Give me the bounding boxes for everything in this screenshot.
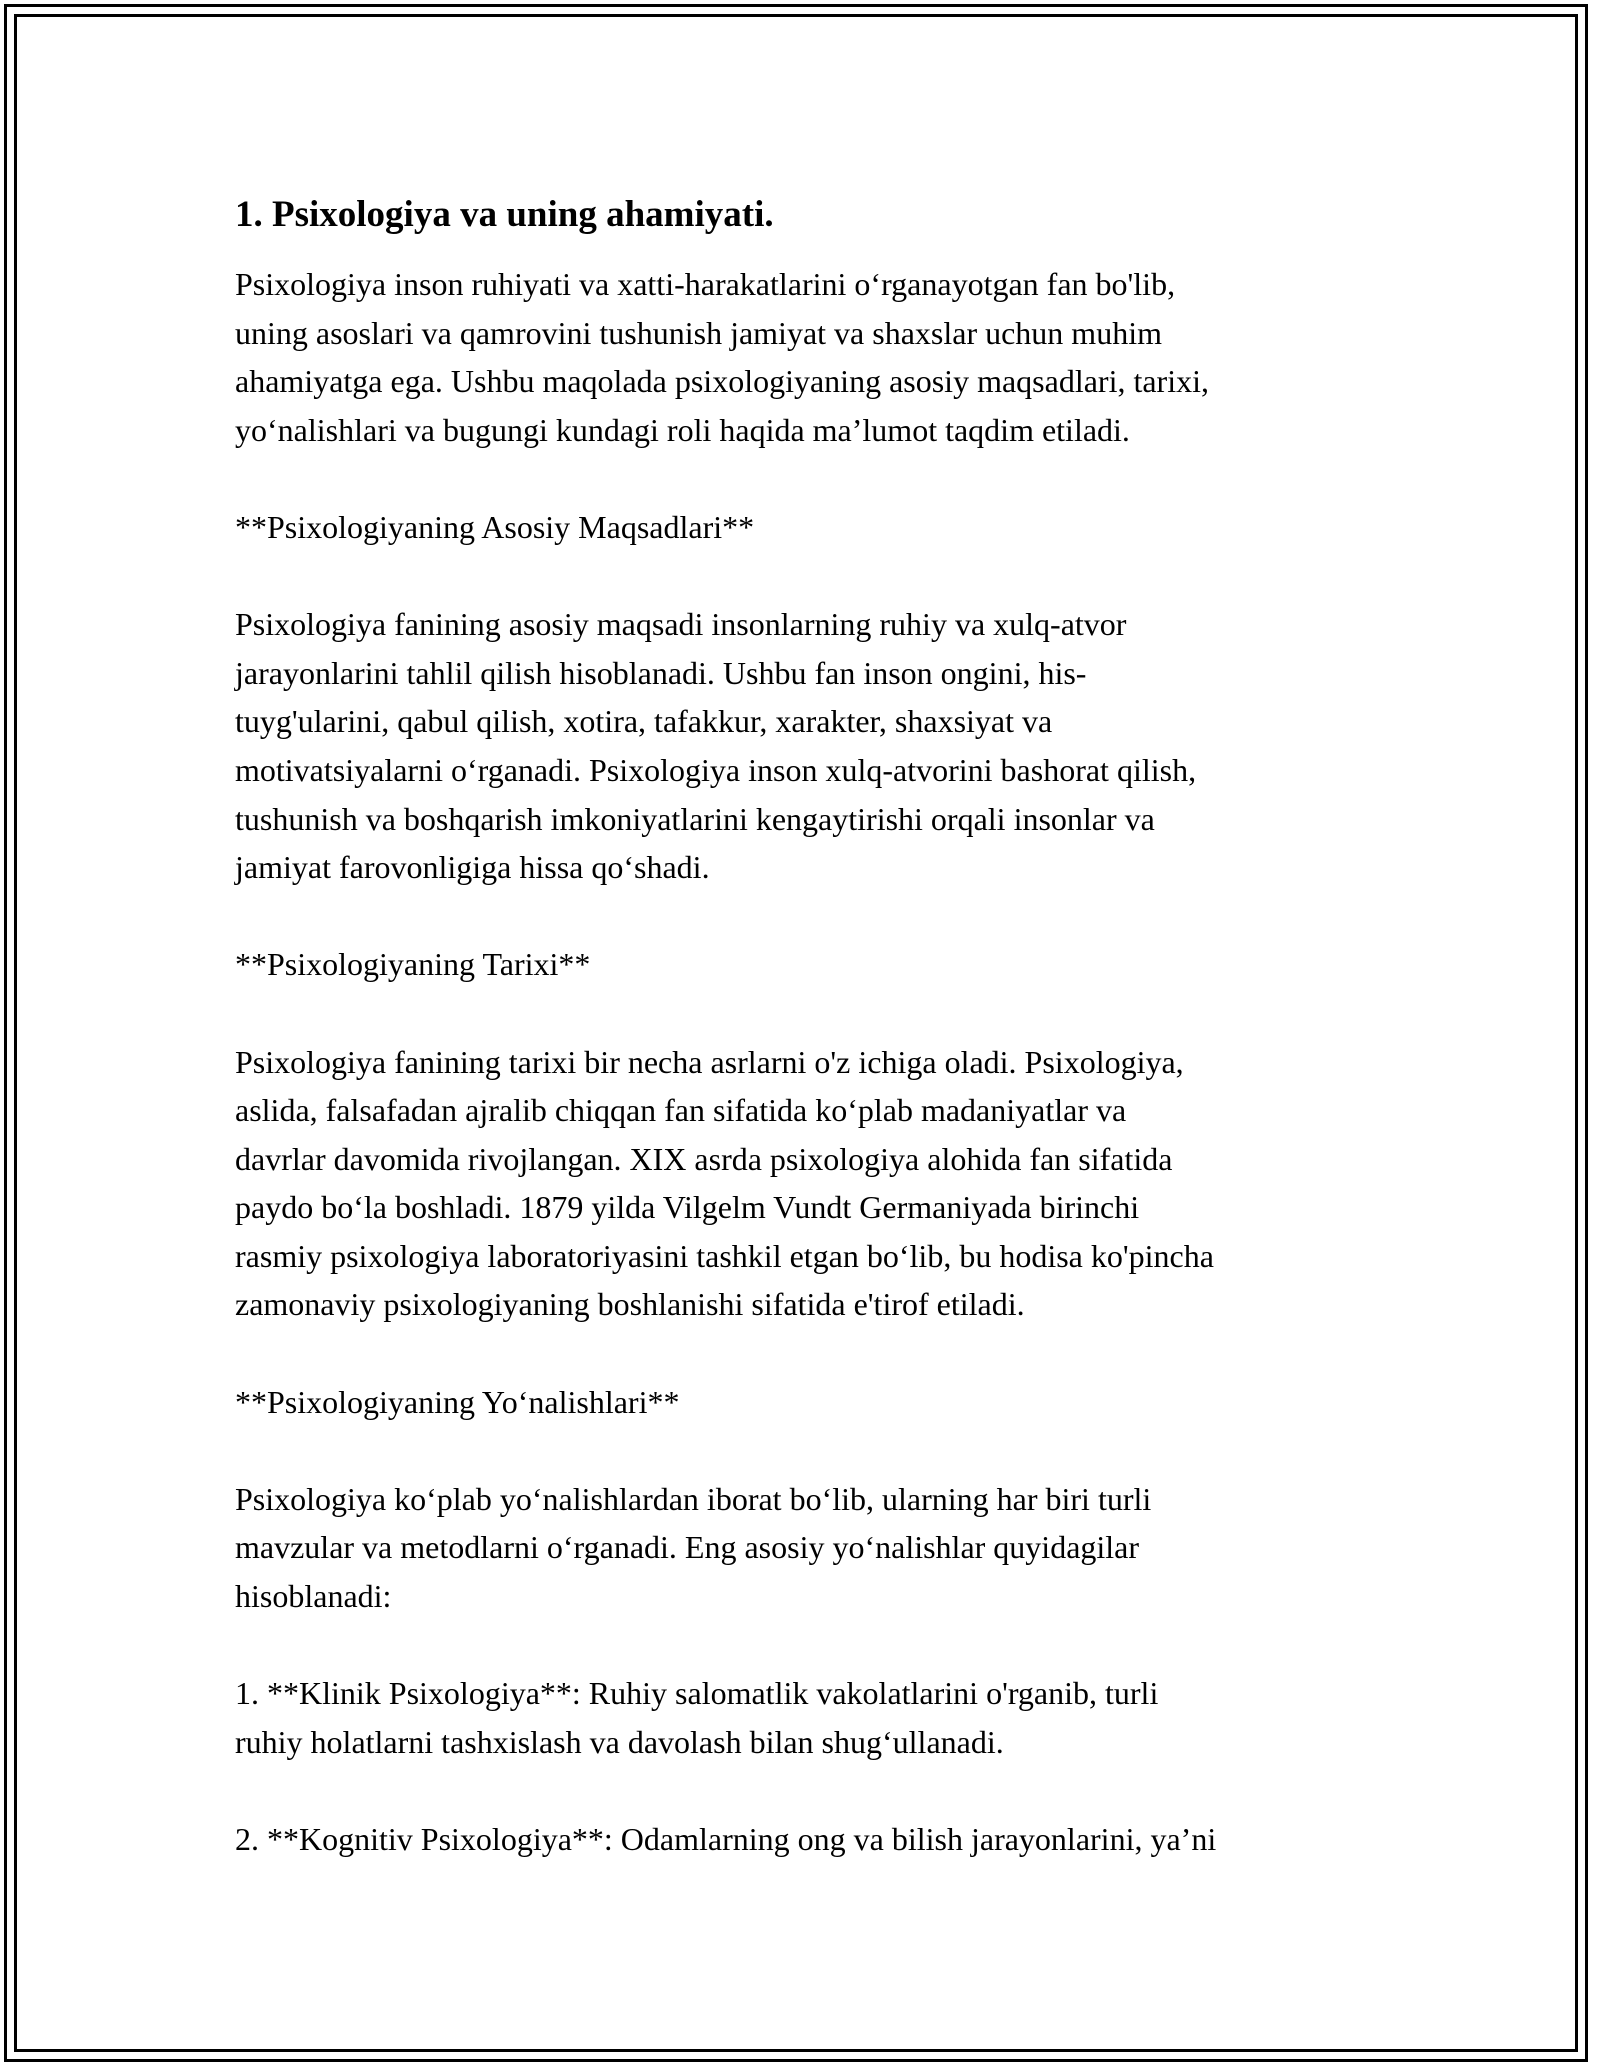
text-line: uning asoslari va qamrovini tushunish jamiyat va shaxslar uchun muhim	[235, 314, 1162, 351]
list-item-clinical	[235, 1669, 1370, 1766]
text-line: tuyg'ularini, qabul qilish, xotira, tafakkur, xarakter, shaxsiyat va	[235, 703, 1053, 740]
text-line: hisoblanadi:	[235, 1578, 392, 1615]
text-line: Psixologiya fanining tarixi bir necha asrlarni o'z ichiga oladi. Psixologiya,	[235, 1043, 1184, 1080]
history-paragraph	[235, 1038, 1370, 1330]
goals-paragraph	[235, 600, 1370, 892]
directions-paragraph	[235, 1475, 1370, 1621]
text-line: aslida, falsafadan ajralib chiqqan fan sifatida ko‘plab madaniyatlar va	[235, 1092, 1127, 1129]
document-title: 1. Psixologiya va uning ahamiyati.	[235, 194, 774, 235]
section-heading-directions	[235, 1378, 1370, 1427]
section-heading-goals	[235, 503, 1370, 552]
text-line: davrlar davomida rivojlangan. XIX asrda psixologiya alohida fan sifatida	[235, 1140, 1173, 1177]
text-line: 1. **Klinik Psixologiya**: Ruhiy salomatlik vakolatlarini o'rganib, turli	[235, 1675, 1159, 1712]
intro-paragraph	[235, 260, 1370, 454]
text-line: Psixologiya inson ruhiyati va xatti-harakatlarini o‘rganayotgan fan bo'lib,	[235, 266, 1176, 302]
text-line: 2. **Kognitiv Psixologiya**: Odamlarning ong va bilish jarayonlarini, ya’ni	[235, 1821, 1217, 1857]
text-line: jarayonlarini tahlil qilish hisoblanadi. Ushbu fan inson ongini, his-	[235, 654, 1087, 691]
text-line: paydo bo‘la boshladi. 1879 yilda Vilgelm Vundt Germaniyada birinchi	[235, 1189, 1140, 1226]
text-line: tushunish va boshqarish imkoniyatlarini kengaytirishi orqali insonlar va	[235, 800, 1155, 837]
list-item-cognitive	[235, 1815, 1370, 1864]
text-line: Psixologiya fanining asosiy maqsadi insonlarning ruhiy va xulq-atvor	[235, 606, 1127, 643]
text-line: ruhiy holatlarni tashxislash va davolash bilan shug‘ullanadi.	[235, 1723, 1004, 1760]
document-body	[235, 190, 1370, 1864]
text-line: rasmiy psixologiya laboratoriyasini tashkil etgan bo‘lib, bu hodisa ko'pincha	[235, 1237, 1214, 1274]
text-line: **Psixologiyaning Asosiy Maqsadlari**	[235, 508, 755, 545]
text-line: ahamiyatga ega. Ushbu maqolada psixologiyaning asosiy maqsadlari, tarixi,	[235, 363, 1209, 400]
text-line: zamonaviy psixologiyaning boshlanishi sifatida e'tirof etiladi.	[235, 1286, 1025, 1323]
section-heading-history	[235, 940, 1370, 989]
text-line: **Psixologiyaning Yo‘nalishlari**	[235, 1383, 680, 1420]
text-line: motivatsiyalarni o‘rganadi. Psixologiya inson xulq-atvorini bashorat qilish,	[235, 751, 1197, 788]
text-line: mavzular va metodlarni o‘rganadi. Eng asosiy yo‘nalishlar quyidagilar	[235, 1529, 1140, 1566]
text-line: jamiyat farovonligiga hissa qo‘shadi.	[235, 849, 710, 886]
text-line: yo‘nalishlari va bugungi kundagi roli haqida ma’lumot taqdim etiladi.	[235, 411, 1130, 448]
text-line: Psixologiya ko‘plab yo‘nalishlardan iborat bo‘lib, ularning har biri turli	[235, 1480, 1152, 1517]
text-line: **Psixologiyaning Tarixi**	[235, 946, 591, 983]
